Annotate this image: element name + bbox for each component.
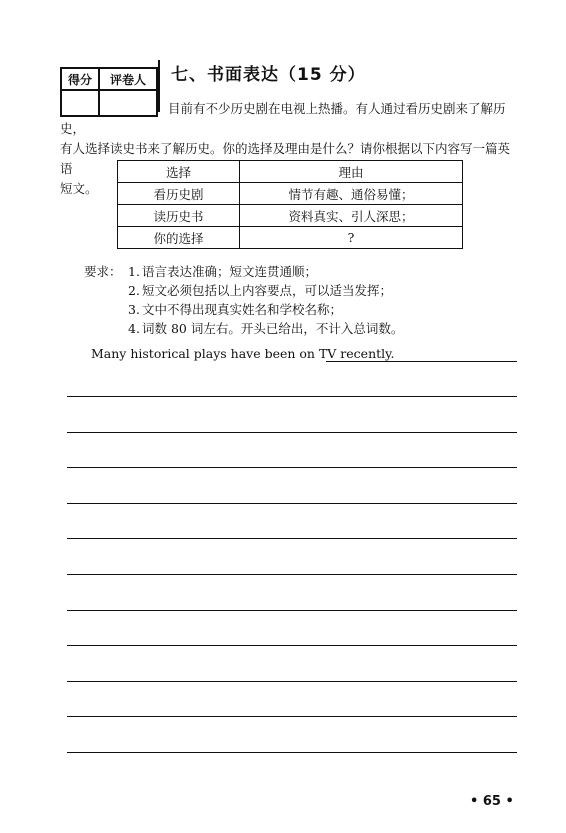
table-row bbox=[118, 227, 463, 249]
grader-header: 评卷人 bbox=[99, 68, 157, 90]
answer-line[interactable] bbox=[67, 396, 517, 397]
requirement-num: 1. bbox=[128, 264, 140, 279]
row-choice: 看历史剧 bbox=[118, 183, 240, 205]
requirements-label: 要求： bbox=[84, 264, 122, 279]
section-title: 七、书面表达（15 分） bbox=[171, 65, 366, 85]
row-reason: 情节有趣、通俗易懂； bbox=[240, 183, 463, 205]
requirement-text: 短文必须包括以上内容要点，可以适当发挥； bbox=[142, 283, 393, 298]
table-row bbox=[118, 205, 463, 227]
answer-line[interactable] bbox=[67, 538, 517, 539]
table-header-row bbox=[118, 161, 463, 183]
row-reason: ? bbox=[240, 227, 463, 249]
answer-line[interactable] bbox=[67, 503, 517, 504]
score-header: 得分 bbox=[61, 68, 99, 90]
intro-line-3: 短文。 bbox=[60, 181, 98, 196]
requirement-num: 4. bbox=[128, 321, 140, 336]
answer-line[interactable] bbox=[67, 716, 517, 717]
intro-line-2: 有人选择读史书来了解历史。你的选择及理由是什么？请你根据以下内容写一篇英语 bbox=[60, 141, 511, 176]
intro-line-1: 目前有不少历史剧在电视上热播。有人通过看历史剧来了解历史， bbox=[60, 101, 506, 136]
row-reason: 资料真实、引人深思； bbox=[240, 205, 463, 227]
header-choice: 选择 bbox=[118, 161, 240, 183]
answer-line[interactable] bbox=[67, 574, 517, 575]
answer-line[interactable] bbox=[67, 467, 517, 468]
opening-sentence: Many historical plays have been on TV recently. bbox=[91, 346, 395, 361]
requirement-text: 文中不得出现真实姓名和学校名称； bbox=[142, 302, 343, 317]
row-choice: 你的选择 bbox=[118, 227, 240, 249]
requirements bbox=[84, 262, 403, 338]
requirement-num: 3. bbox=[128, 302, 140, 317]
requirement-text: 语言表达准确；短文连贯通顺； bbox=[142, 264, 318, 279]
answer-line[interactable] bbox=[67, 610, 517, 611]
row-choice: 读历史书 bbox=[118, 205, 240, 227]
page-number: • 65 • bbox=[470, 794, 514, 809]
answer-line[interactable] bbox=[67, 681, 517, 682]
answer-line[interactable] bbox=[67, 432, 517, 433]
choice-table bbox=[117, 160, 463, 249]
requirement-text: 词数 80 词左右。开头已给出，不计入总词数。 bbox=[142, 321, 404, 336]
requirement-num: 2. bbox=[128, 283, 140, 298]
answer-line[interactable] bbox=[67, 645, 517, 646]
answer-line-first[interactable] bbox=[326, 361, 517, 362]
answer-line[interactable] bbox=[67, 752, 517, 753]
table-row bbox=[118, 183, 463, 205]
header-reason: 理由 bbox=[240, 161, 463, 183]
